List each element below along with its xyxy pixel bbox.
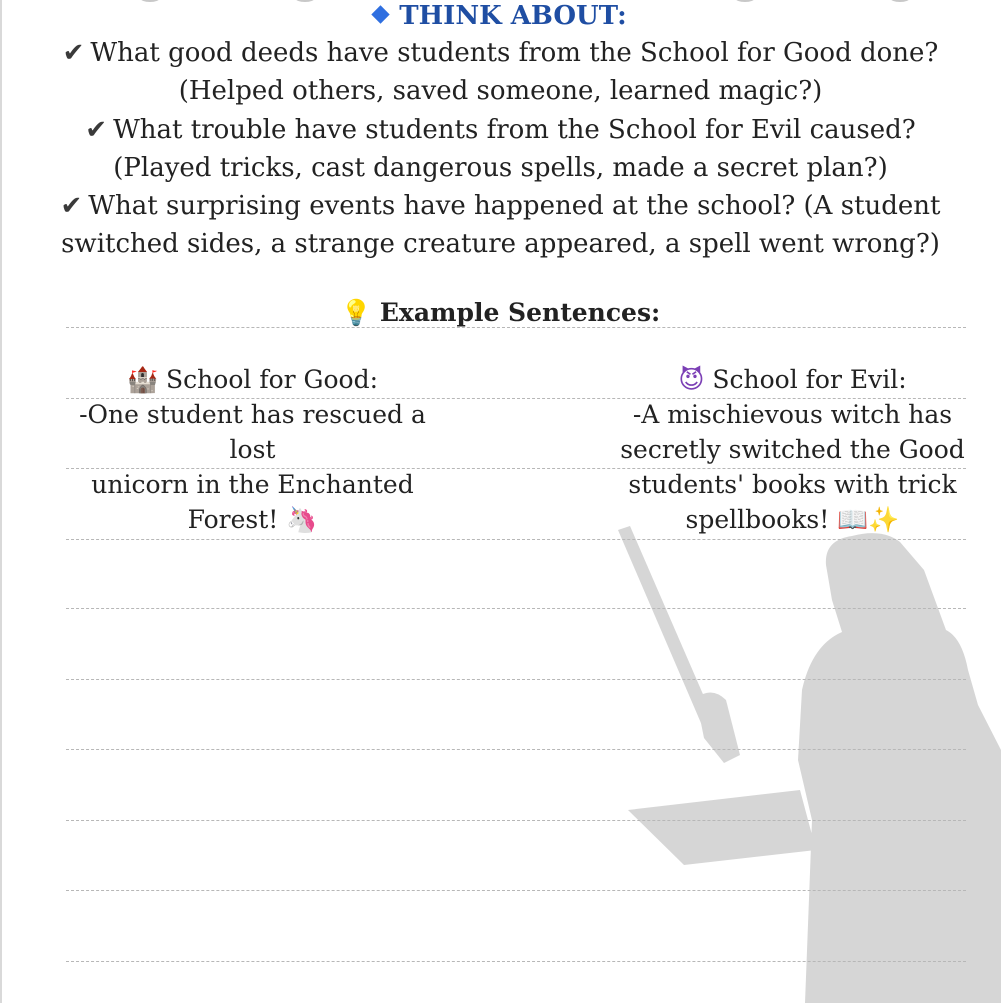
- evil-example-line-4: spellbooks! 📖✨: [685, 505, 900, 534]
- good-example-line-2: unicorn in the Enchanted: [91, 470, 414, 499]
- think-about-title: THINK ABOUT:: [399, 1, 627, 31]
- page-edge: [0, 0, 2, 1003]
- writing-line: [66, 327, 966, 328]
- question-3-line-2: switched sides, a strange creature appeared, a spell went wrong?): [61, 229, 940, 259]
- castle-icon: 🏰: [126, 365, 159, 394]
- question-2: [40, 111, 961, 187]
- writing-line: [66, 961, 966, 962]
- teacher-silhouette-image: [600, 520, 1001, 1003]
- book-icon: 📖: [837, 505, 869, 534]
- school-for-evil-example: [600, 362, 985, 537]
- school-for-good-heading: 🏰 School for Good:: [126, 365, 379, 394]
- writing-line: [66, 890, 966, 891]
- school-for-good-example: [55, 362, 450, 537]
- example-sentences-heading: [0, 296, 1001, 330]
- check-icon: ✔: [85, 115, 108, 145]
- evil-example-line-2: secretly switched the Good: [620, 435, 965, 464]
- writing-line: [66, 539, 966, 540]
- school-for-evil-heading: 😈 School for Evil:: [678, 365, 907, 394]
- writing-line: [66, 679, 966, 680]
- writing-line: [66, 608, 966, 609]
- question-1: [40, 34, 961, 110]
- question-3-line-1: ✔ What surprising events have happened at the school? (A student: [60, 191, 941, 221]
- question-2-line-2: (Played tricks, cast dangerous spells, made a secret plan?): [113, 153, 888, 183]
- evil-example-line-3: students' books with trick: [628, 470, 957, 499]
- example-sentences-title: Example Sentences:: [379, 298, 661, 327]
- check-icon: ✔: [60, 191, 83, 221]
- sparkles-icon: ✨: [868, 505, 900, 534]
- writing-line: [66, 749, 966, 750]
- question-2-line-1: ✔ What trouble have students from the School for Evil caused?: [85, 115, 916, 145]
- think-about-heading: [0, 0, 1001, 32]
- question-1-line-2: (Helped others, saved someone, learned magic?): [178, 76, 823, 106]
- check-icon: ✔: [62, 38, 85, 68]
- lightbulb-icon: 💡: [340, 298, 372, 327]
- question-3: [40, 187, 961, 263]
- good-example-line-1: -One student has rescued a lost: [79, 400, 426, 464]
- diamond-icon: [372, 5, 390, 23]
- good-example-line-3: Forest! 🦄: [187, 505, 318, 534]
- writing-line: [66, 820, 966, 821]
- question-1-line-1: ✔ What good deeds have students from the School for Good done?: [62, 38, 939, 68]
- evil-example-line-1: -A mischievous witch has: [632, 400, 953, 429]
- unicorn-icon: 🦄: [286, 505, 318, 534]
- devil-icon: 😈: [678, 365, 705, 394]
